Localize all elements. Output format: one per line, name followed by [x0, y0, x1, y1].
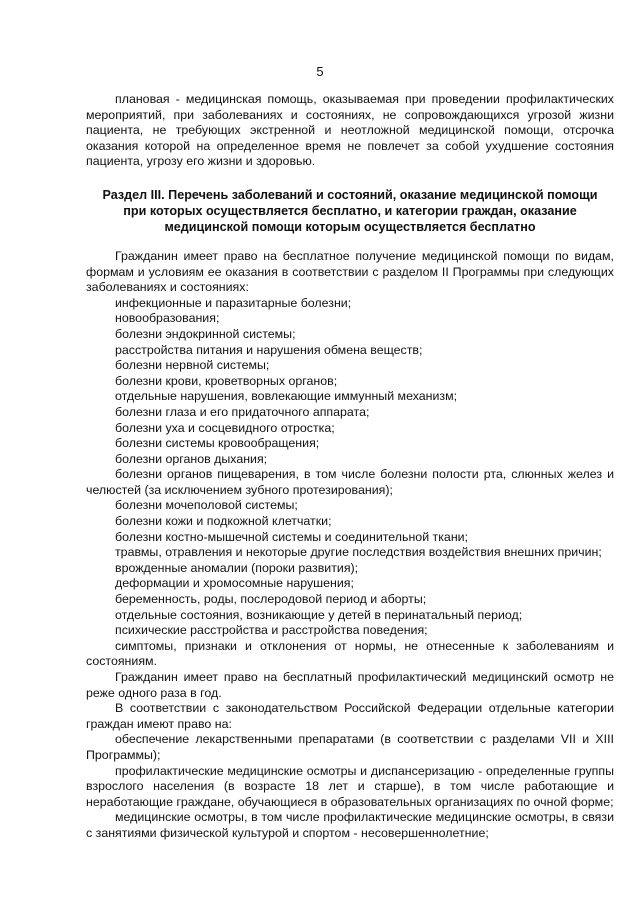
rights-paragraph: Гражданин имеет право на бесплатное получение медицинской помощи по видам, формам и условиям ее оказания в соответствии с разделом II Программы при следующих заболеваниях и состояниях:: [86, 248, 614, 295]
disease-item: психические расстройства и расстройства поведения;: [115, 623, 428, 638]
checkup-paragraph: Гражданин имеет право на бесплатный профилактический медицинский осмотр не реже одного раза в год.: [86, 670, 614, 700]
categories-list: [86, 732, 614, 841]
disease-item: болезни крови, кроветворных органов;: [115, 373, 338, 388]
disease-item: болезни органов дыхания;: [115, 451, 268, 466]
disease-item: инфекционные и паразитарные болезни;: [115, 295, 352, 310]
disease-item: болезни мочеполовой системы;: [115, 498, 298, 513]
category-item: медицинские осмотры, в том числе профилактические медицинские осмотры, в связи с занятиями физической культурой и спортом - несовершеннолетние;: [86, 810, 614, 840]
disease-item: болезни органов пищеварения, в том числе болезни полости рта, слюнных желез и челюстей (за исключением зубного протезирования);: [86, 467, 614, 497]
intro-paragraph: плановая - медицинская помощь, оказываемая при проведении профилактических мероприятий, при заболеваниях и состояниях, не сопровождающихся угрозой жизни пациента, не требующих экстренной и неотложной медицинской помощи, отсрочка оказания которой на определенное время не повлечет за собой ухудшение состояния пациента, угрозу его жизни и здоровью.: [86, 92, 614, 169]
disease-item: расстройства питания и нарушения обмена веществ;: [115, 342, 423, 357]
disease-item: болезни глаза и его придаточного аппарата;: [115, 404, 370, 419]
section-title: Раздел III. Перечень заболеваний и состояний, оказание медицинской помощи при которых осуществляется бесплатно, и категории граждан, оказание медицинской помощи которым осуществляется бесплатно: [102, 187, 598, 234]
disease-item: болезни системы кровообращения;: [115, 436, 320, 451]
disease-item: деформации и хромосомные нарушения;: [115, 576, 354, 591]
categories-intro: В соответствии с законодательством Российской Федерации отдельные категории граждан имеют право на:: [86, 701, 614, 731]
diseases-list: [86, 296, 614, 670]
page-body: [86, 92, 614, 842]
disease-item: врожденные аномалии (пороки развития);: [115, 560, 359, 575]
category-item: профилактические медицинские осмотры и диспансеризацию - определенные группы взрослого населения (в возрасте 18 лет и старше), в том числе работающие и неработающие граждане, обучающиеся в образовательных организациях по очной форме;: [86, 763, 614, 809]
disease-item: беременность, роды, послеродовой период и аборты;: [115, 592, 427, 607]
category-item: обеспечение лекарственными препаратами (в соответствии с разделами VII и XIII Программы);: [86, 732, 614, 762]
disease-item: болезни уха и сосцевидного отростка;: [115, 420, 335, 435]
disease-item: новообразования;: [115, 311, 220, 326]
disease-item: отдельные состояния, возникающие у детей в перинатальный период;: [115, 607, 523, 622]
disease-item: болезни кожи и подкожной клетчатки;: [115, 514, 332, 529]
disease-item: болезни эндокринной системы;: [115, 326, 296, 341]
disease-item: травмы, отравления и некоторые другие последствия воздействия внешних причин;: [115, 545, 602, 560]
disease-item: болезни нервной системы;: [115, 358, 270, 373]
disease-item: болезни костно-мышечной системы и соединительной ткани;: [115, 529, 469, 544]
disease-item: отдельные нарушения, вовлекающие иммунный механизм;: [115, 389, 458, 404]
page-number: 5: [316, 64, 324, 79]
disease-item: симптомы, признаки и отклонения от нормы, не отнесенные к заболеваниям и состояниям.: [86, 638, 614, 669]
